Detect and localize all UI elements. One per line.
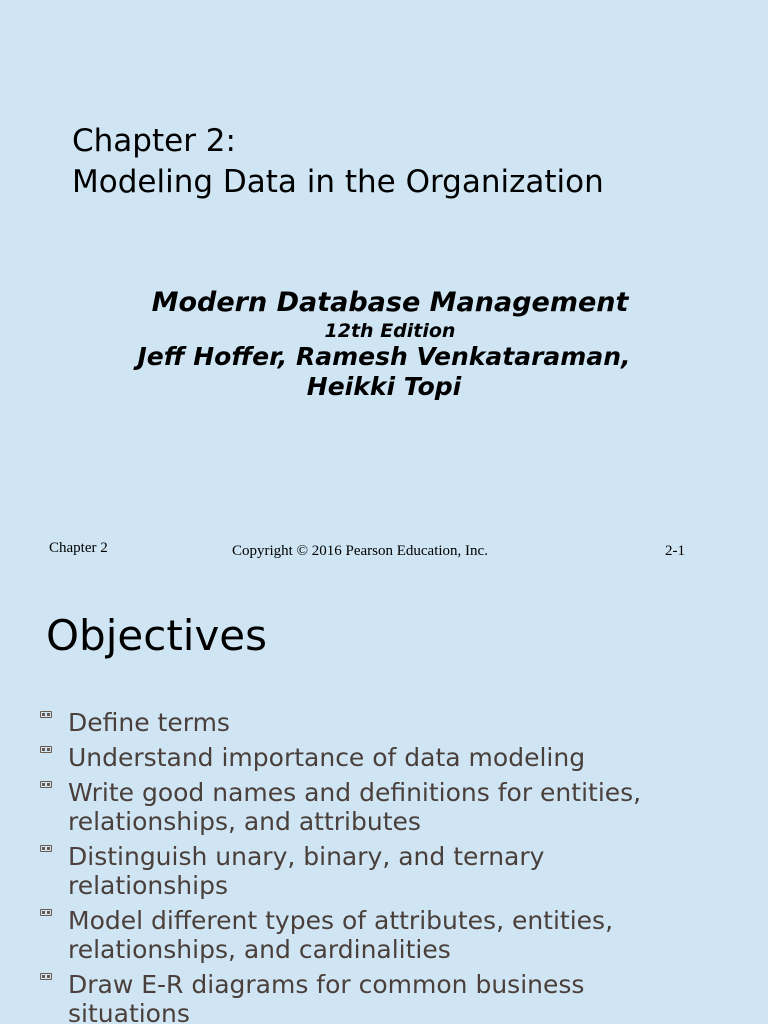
list-item	[40, 743, 740, 772]
list-item	[40, 708, 740, 737]
bullet-icon	[40, 711, 52, 718]
list-item-text: Distinguish unary, binary, and ternary	[68, 842, 545, 871]
book-title: Modern Database Management	[151, 287, 629, 318]
list-item-text-continued: relationships	[68, 871, 228, 900]
bullet-icon	[40, 973, 52, 980]
footer-slide-number: 2-1	[665, 543, 685, 559]
list-item-text: Write good names and definitions for entities,	[68, 778, 642, 807]
objectives-list	[40, 708, 740, 1024]
book-info	[0, 286, 768, 402]
footer-chapter: Chapter 2	[49, 540, 108, 556]
list-item	[40, 970, 740, 1024]
list-item	[40, 778, 740, 836]
list-item-text-continued: relationships, and cardinalities	[68, 935, 451, 964]
bullet-icon	[40, 781, 52, 788]
list-item-text-continued: situations	[68, 999, 190, 1024]
book-authors-line-1: Jeff Hoffer, Ramesh Venkataraman,	[137, 342, 631, 371]
list-item-text-continued: relationships, and attributes	[68, 807, 421, 836]
list-item	[40, 842, 740, 900]
book-edition: 12th Edition	[324, 320, 456, 342]
list-item-text: Define terms	[68, 708, 230, 737]
list-item-text: Draw E-R diagrams for common business	[68, 970, 585, 999]
bullet-icon	[40, 746, 52, 753]
footer-copyright: Copyright © 2016 Pearson Education, Inc.	[232, 543, 488, 559]
book-authors-line-2: Heikki Topi	[306, 372, 462, 401]
list-item-text: Model different types of attributes, entities,	[68, 906, 614, 935]
slide-objectives	[0, 580, 768, 1024]
bullet-icon	[40, 845, 52, 852]
list-item	[40, 906, 740, 964]
chapter-heading	[72, 121, 722, 203]
list-item-text: Understand importance of data modeling	[68, 743, 586, 772]
chapter-title: Modeling Data in the Organization	[72, 164, 604, 200]
objectives-title: Objectives	[46, 611, 268, 660]
bullet-icon	[40, 909, 52, 916]
chapter-number: Chapter 2:	[72, 123, 236, 159]
